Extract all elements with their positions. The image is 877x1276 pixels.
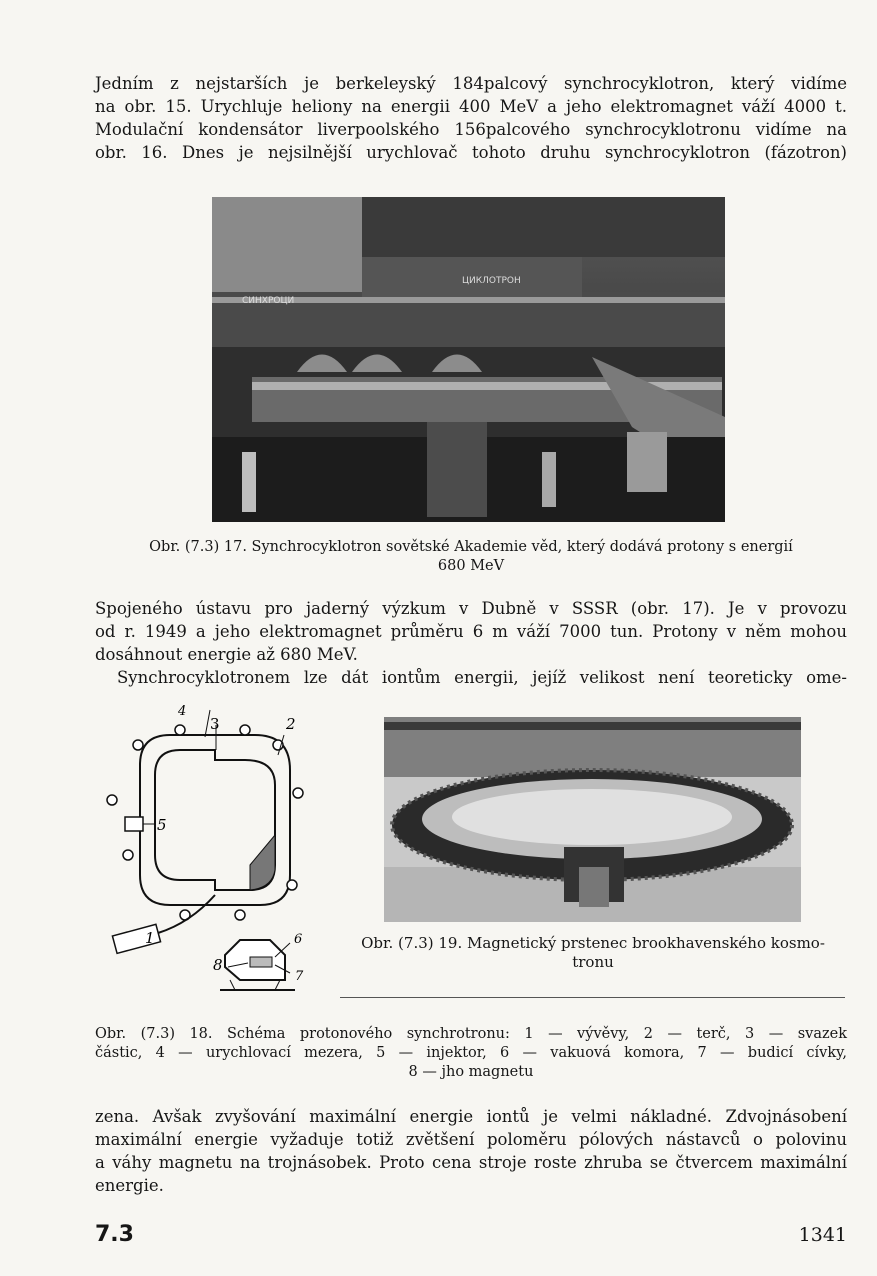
- paragraph-line: obr. 16. Dnes je nejsilnější urychlovač tohoto druhu synchrocyklotron (fázotron): [95, 143, 847, 162]
- figure-18-caption: [95, 1025, 847, 1082]
- divider: [340, 997, 845, 998]
- paragraph-line: energie.: [95, 1176, 164, 1195]
- caption-line: 680 MeV: [437, 558, 505, 574]
- paragraph-dubna: [95, 597, 847, 689]
- page-number: 1341: [798, 1224, 847, 1246]
- paragraph-line: zena. Avšak zvyšování maximální energie iontů je velmi nákladné. Zdvojnásobení: [95, 1107, 847, 1126]
- label-1: 1: [145, 929, 155, 947]
- label-4: 4: [178, 705, 187, 719]
- section-number: 7.3: [95, 1222, 134, 1247]
- paragraph-line: Modulační kondensátor liverpoolského 156palcového synchrocyklotronu vidíme na: [95, 120, 847, 139]
- label-7: 7: [295, 969, 304, 984]
- paragraph-line: Spojeného ústavu pro jaderný výzkum v Dubně v SSSR (obr. 17). Je v provozu: [95, 599, 847, 618]
- label-5: 5: [157, 816, 167, 834]
- figure-18-diagram: [100, 705, 325, 1000]
- paragraph-line: Synchrocyklotronem lze dát iontům energii, jejíž velikost není teoreticky ome-: [117, 668, 847, 687]
- paragraph-line: Jedním z nejstarších je berkeleyský 184palcový synchrocyklotron, který vidíme: [95, 74, 847, 93]
- caption-line: Obr. (7.3) 18. Schéma protonového synchrotronu: 1 — vývěvy, 2 — terč, 3 — svazek: [95, 1026, 847, 1042]
- label-8: 8: [213, 956, 223, 974]
- label-2: 2: [286, 715, 296, 733]
- paragraph-intro: [95, 72, 847, 164]
- sign-left: СИНХРОЦИ: [242, 296, 295, 306]
- figure-17-photo: [212, 197, 725, 522]
- paragraph-line: dosáhnout energie až 680 MeV.: [95, 645, 358, 664]
- sign-center: ЦИКЛОТРОН: [462, 276, 521, 286]
- caption-line: tronu: [572, 953, 614, 971]
- caption-line: částic, 4 — urychlovací mezera, 5 — injektor, 6 — vakuová komora, 7 — budicí cívky,: [95, 1045, 847, 1061]
- figure-17-caption: [95, 538, 847, 576]
- figure-19-caption: [337, 934, 849, 972]
- figure-19-photo: [384, 717, 801, 922]
- label-3: 3: [210, 715, 220, 733]
- paragraph-line: a váhy magnetu na trojnásobek. Proto cena stroje roste zhruba se čtvercem maximální: [95, 1153, 847, 1172]
- caption-line: Obr. (7.3) 19. Magnetický prstenec brookhavenského kosmo-: [361, 934, 825, 952]
- paragraph-line: maximální energie vyžaduje totiž zvětšení poloměru pólových nástavců o polovinu: [95, 1130, 847, 1149]
- caption-line: 8 — jho magnetu: [408, 1064, 534, 1080]
- paragraph-line: na obr. 15. Urychluje heliony na energii 400 MeV a jeho elektromagnet váží 4000 t.: [95, 97, 847, 116]
- paragraph-line: od r. 1949 a jeho elektromagnet průměru 6 m váží 7000 tun. Protony v něm mohou: [95, 622, 847, 641]
- caption-line: Obr. (7.3) 17. Synchrocyklotron sovětské Akademie věd, který dodává protony s energií: [149, 539, 793, 555]
- label-6: 6: [294, 932, 303, 947]
- paragraph-cost: [95, 1105, 847, 1197]
